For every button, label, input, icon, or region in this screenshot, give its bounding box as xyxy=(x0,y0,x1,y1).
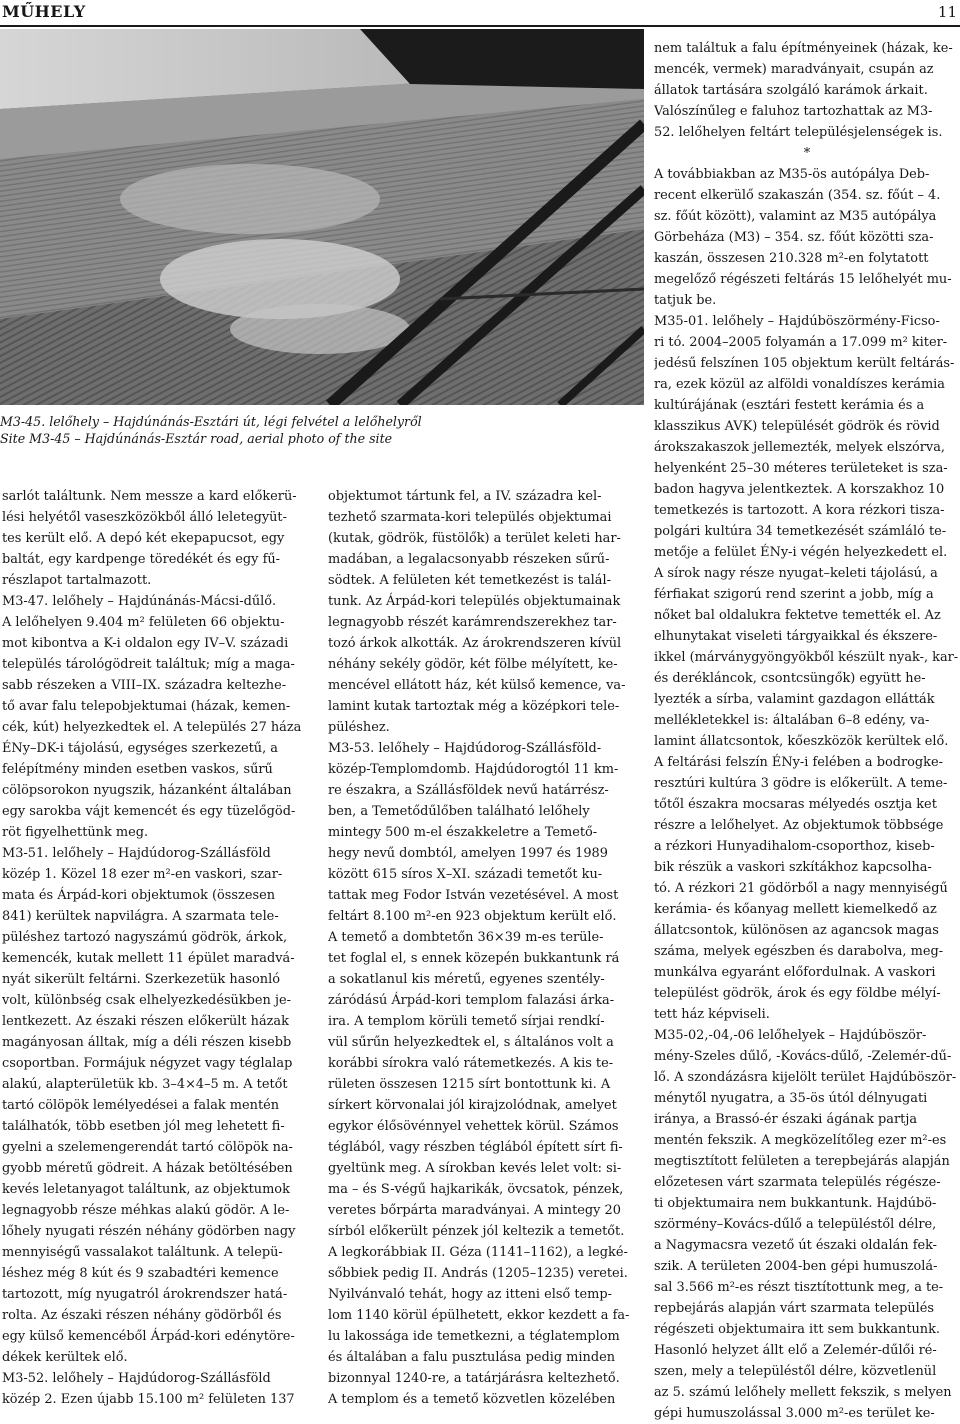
text-line: veretes bőrpárta maradványai. A mintegy 20 xyxy=(328,1203,621,1218)
caption-english: Site M3-45 – Hajdúnánás-Esztár road, aerial photo of the site xyxy=(0,431,393,446)
text-line: A legkorábbiak II. Géza (1141–1162), a legké- xyxy=(328,1245,628,1260)
text-line: re északra, a Szállásföldek nevű határrész- xyxy=(328,783,609,798)
text-line: lőhely nyugati részén néhány gödörben nagy xyxy=(2,1224,296,1239)
text-line: M3-52. lelőhely – Hajdúdorog-Szállásföld xyxy=(2,1371,271,1386)
text-column-3 xyxy=(654,38,960,1424)
aerial-photo xyxy=(0,29,644,405)
text-line: 841) kerültek napvilágra. A szarmata tele- xyxy=(2,909,279,924)
text-line: tő avar falu telepobjektumai (házak, kemen- xyxy=(2,699,291,714)
text-line: mot kibontva a K-i oldalon egy IV–V. századi xyxy=(2,636,289,651)
text-line: A továbbiakban az M35-ös autópálya Deb- xyxy=(654,167,930,182)
text-line: sírkert körvonalai jól kirajzolódnak, amelyet xyxy=(328,1098,617,1113)
text-line: gyeltünk meg. A sírokban kevés lelet volt: si- xyxy=(328,1161,622,1176)
text-line: tes került elő. A depó két ekepapucsot, egy xyxy=(2,531,285,546)
text-column-2 xyxy=(328,486,634,1410)
text-line: nyát sikerült feltárni. Szerkezetük hasonló xyxy=(2,972,280,987)
text-line: A feltárási felszín ÉNy-i felében a bodrogke- xyxy=(654,755,943,770)
text-line: röt figyelhettünk meg. xyxy=(2,825,149,840)
text-line: a Nagymacsra vezető út északi oldalán fek- xyxy=(654,1238,938,1253)
section-title: MŰHELY xyxy=(2,2,86,21)
text-line: közép 1. Közel 18 ezer m²-en vaskori, szar- xyxy=(2,867,283,882)
text-line: klasszikus AVK) települését gödrök és rövid xyxy=(654,419,940,434)
text-line: közép 2. Ezen újabb 15.100 m² felületen 137 xyxy=(2,1392,295,1407)
text-line: A temető a dombtetőn 36×39 m-es terüle- xyxy=(328,930,604,945)
text-line: ra, ezek közül az alföldi vonaldíszes kerámia xyxy=(654,377,945,392)
text-line: tattak meg Fodor István vezetésével. A most xyxy=(328,888,619,903)
text-line: szik. A területen 2004-ben gépi humuszolá- xyxy=(654,1259,938,1274)
text-line: mellékletekkel is: általában 6–8 edény, va- xyxy=(654,713,930,728)
text-line: elhunytakat viseleti tárgyaikkal és ékszere- xyxy=(654,629,938,644)
text-line: részre a lelőhelyet. Az objektumok többsége xyxy=(654,818,944,833)
text-line: iránya, a Brassó-ér északi ágának partja xyxy=(654,1112,918,1127)
text-line: jedésű felszínen 105 objektum került feltárás- xyxy=(654,356,955,371)
text-line: sírból előkerült pénzek jól keltezik a temetőt. xyxy=(328,1224,625,1239)
text-line: Hasonló helyzet állt elő a Zelemér-dűlői ré- xyxy=(654,1343,937,1358)
text-line: alakú, alapterületük kb. 3–4×4–5 m. A tetőt xyxy=(2,1077,288,1092)
text-line: megelőző régészeti feltárás 15 lelőhelyét mu- xyxy=(654,272,952,287)
text-line: gyelni a szelemengerendát tartó cölöpök na- xyxy=(2,1140,293,1155)
text-line: tet foglal el, s ennek közepén bukkantunk rá xyxy=(328,951,620,966)
text-line: sabb részeken a VIII–IX. századra keltezhe- xyxy=(2,678,287,693)
text-line: legnagyobb részét karámrendszerekhez tar- xyxy=(328,615,617,630)
text-line: száma, melyek egészben és darabolva, meg- xyxy=(654,944,944,959)
text-line: gépi humuszolással 3.000 m²-es terület ke- xyxy=(654,1406,935,1421)
text-line: tunk. Az Árpád-kori település objektumainak xyxy=(328,594,621,609)
text-line: szen, mely a településtől délre, közvetlenül xyxy=(654,1364,937,1379)
text-line: madában, a legalacsonyabb részeken sűrű- xyxy=(328,552,610,567)
text-line: mencével ellátott ház, két külső kemence, va- xyxy=(328,678,626,693)
text-line: bik részük a vaskori szkítákhoz kapcsolha- xyxy=(654,860,932,875)
text-line: lom 1140 körül épülhetett, ekkor kezdett a fa- xyxy=(328,1308,630,1323)
caption-hungarian: M3-45. lelőhely – Hajdúnánás-Esztári út, légi felvétel a lelőhelyről xyxy=(0,414,422,429)
text-line: lő. A szondázásra kijelölt terület Hajdúböször- xyxy=(654,1070,957,1085)
text-line: A lelőhelyen 9.404 m² felületen 66 objektu- xyxy=(2,615,285,630)
text-line: települést gödrök, árok és egy földbe mélyí- xyxy=(654,986,941,1001)
text-line: munkálva egyaránt előfordulnak. A vaskori xyxy=(654,965,936,980)
text-line: ÉNy–DK-i tájolású, egységes szerkezetű, a xyxy=(2,741,278,756)
text-line: M35-01. lelőhely – Hajdúböszörmény-Ficso- xyxy=(654,314,940,329)
text-line: tett ház képviseli. xyxy=(654,1007,770,1022)
text-line: sz. főút között), valamint az M35 autópálya xyxy=(654,209,937,224)
text-line: mintegy 500 m-el északkeletre a Temető- xyxy=(328,825,598,840)
text-line: volt, különbség csak elhelyezkedésükben je- xyxy=(2,993,291,1008)
page-header xyxy=(0,0,960,28)
text-line: ménytől nyugatra, a 35-ös útól délnyugati xyxy=(654,1091,928,1106)
text-line: nőket bal oldalukra fektetve temették el. Az xyxy=(654,608,941,623)
text-line: temetkezés is tartozott. A kora rézkori tisza- xyxy=(654,503,945,518)
text-line: egy külső kemencéből Árpád-kori edénytöre- xyxy=(2,1329,295,1344)
text-line: püléshez tartozó nagyszámú gödrök, árkok, xyxy=(2,930,288,945)
text-line: a rézkori Hunyadihalom-csoporthoz, kiseb- xyxy=(654,839,935,854)
text-line: mennyiségű vassalakot találtunk. A telepü- xyxy=(2,1245,283,1260)
text-line: A templom és a temető közvetlen közelében xyxy=(328,1392,616,1407)
text-line: mény-Szeles dűlő, -Kovács-dűlő, -Zelemér-dű- xyxy=(654,1049,952,1064)
text-line: léshez még 8 kút és 9 szabadtéri kemence xyxy=(2,1266,279,1281)
text-line: záródású Árpád-kori templom falazási árka- xyxy=(328,993,615,1008)
text-line: lentkezett. Az északi részen előkerült házak xyxy=(2,1014,289,1029)
text-line: néhány sekély gödör, két fölbe mélyített, ke- xyxy=(328,657,618,672)
text-line: ti objektumaira nem bukkantunk. Hajdúbö- xyxy=(654,1196,937,1211)
text-line: település tárológödreit találtuk; míg a maga- xyxy=(2,657,295,672)
header-rule xyxy=(0,25,960,27)
text-line: szörmény–Kovács-dűlő a településtől délre, xyxy=(654,1217,937,1232)
text-line: kevés leletanyagot találtunk, az objektumok xyxy=(2,1182,290,1197)
text-line: dékek kerültek elő. xyxy=(2,1350,128,1365)
text-line: kerámia- és kőanyag mellett kiemelkedő az xyxy=(654,902,937,917)
text-line: feltárt 8.100 m²-en 923 objektum került elő. xyxy=(328,909,617,924)
text-line: nem találtuk a falu építményeinek (házak, ke- xyxy=(654,41,953,56)
text-line: és derékláncok, csontcsüngők) együtt he- xyxy=(654,671,926,686)
text-line: magányosan álltak, míg a déli részen kisebb xyxy=(2,1035,292,1050)
text-line: tezhető szarmata-kori település objektumai xyxy=(328,510,612,525)
text-line: cölöpsorokon nyugszik, házanként általában xyxy=(2,783,292,798)
text-line: részlapot tartalmazott. xyxy=(2,573,152,588)
text-line: M3-51. lelőhely – Hajdúdorog-Szállásföld xyxy=(2,846,271,861)
text-line: lu lakossága ide temetkezni, a téglatemplom xyxy=(328,1329,620,1344)
text-line: resztúri kultúra 3 gödre is előkerült. A teme- xyxy=(654,776,948,791)
text-line: sarlót találtunk. Nem messze a kard előkerü- xyxy=(2,489,297,504)
text-line: lyezték a sírba, valamint gazdagon ellátták xyxy=(654,692,935,707)
text-line: mencék, vermek) maradványait, csupán az xyxy=(654,62,934,77)
text-line: tőtől északra mocsaras mélyedés osztja ket xyxy=(654,797,937,812)
text-line: közép-Templomdomb. Hajdúdorogtól 11 km- xyxy=(328,762,619,777)
text-line: sal 3.566 m²-es részt tisztítottunk meg, a te- xyxy=(654,1280,944,1295)
text-line: kultúrájának (esztári festett kerámia és a xyxy=(654,398,925,413)
text-line: badon hagyva jelentkeztek. A korszakhoz 10 xyxy=(654,482,945,497)
text-line: mata és Árpád-kori objektumok (összesen xyxy=(2,888,275,903)
text-line: férfiakat szigorú rend szerint a jobb, míg a xyxy=(654,587,934,602)
text-line: recent elkerülő szakaszán (354. sz. főút – 4. xyxy=(654,188,941,203)
text-line: ira. A templom körüli temető sírjai rendkí- xyxy=(328,1014,605,1029)
text-line: az 5. számú lelőhely mellett fekszik, s melyen xyxy=(654,1385,952,1400)
text-line: ikkel (márványgyöngyökből készült nyak-, kar- xyxy=(654,650,959,665)
text-line: rületen összesen 1215 sírt bontottunk ki. A xyxy=(328,1077,611,1092)
text-line: és általában a falu pusztulása pedig minden xyxy=(328,1350,616,1365)
text-line: árokszakaszok jellemezték, melyek elszórva, xyxy=(654,440,945,455)
text-line: sőbbiek pedig II. András (1205–1235) veretei. xyxy=(328,1266,628,1281)
text-line: Nyilvánvaló tehát, hogy az itteni első temp- xyxy=(328,1287,612,1302)
text-line: Görbeháza (M3) – 354. sz. főút közötti sza- xyxy=(654,230,934,245)
text-line: tó. A rézkori 21 gödörből a nagy mennyiségű xyxy=(654,881,948,896)
text-line: A sírok nagy része nyugat–keleti tájolású, a xyxy=(654,566,938,581)
text-line: rolta. Az északi részen néhány gödörből és xyxy=(2,1308,282,1323)
text-line: állatok tartására szolgáló karámok árkait. xyxy=(654,83,928,98)
text-line: gyobb méretű gödreit. A házak betöltésében xyxy=(2,1161,293,1176)
text-line: 52. lelőhelyen feltárt településjelenségek is. xyxy=(654,125,943,140)
text-line: lamint állatcsontok, kőeszközök kerültek elő. xyxy=(654,734,949,749)
text-line: södtek. A felületen két temetkezést is talál- xyxy=(328,573,611,588)
figure-caption xyxy=(0,413,644,447)
text-line: polgári kultúra 34 temetkezését számláló te- xyxy=(654,524,947,539)
text-line: repbejárás alapján várt szarmata település xyxy=(654,1301,935,1316)
text-line: objektumot tártunk fel, a IV. századra kel- xyxy=(328,489,602,504)
text-line: vül sűrűn helyezkedtek el, s általános volt a xyxy=(328,1035,614,1050)
text-line: Valószínűleg e faluhoz tartozhattak az M3- xyxy=(654,104,933,119)
text-line: hegy nevű dombtól, amelyen 1997 és 1989 xyxy=(328,846,608,861)
text-line: csoportban. Formájuk négyzet vagy téglalap xyxy=(2,1056,293,1071)
text-line: tozó árkok alkották. Az árokrendszeren kívül xyxy=(328,636,622,651)
text-line: tartó cölöpök lemélyedései a falak mentén xyxy=(2,1098,280,1113)
text-line: megtisztított felületen a terepbejárás alapján xyxy=(654,1154,950,1169)
text-line: tartozott, míg nyugatról árokrendszer hatá- xyxy=(2,1287,288,1302)
text-line: cék, kút) helyezkedtek el. A település 27 háza xyxy=(2,720,302,735)
text-line: ma – és S-végű hajkarikák, övcsatok, pénzek, xyxy=(328,1182,624,1197)
text-line: tatjuk be. xyxy=(654,293,717,308)
text-line: felépítmény minden esetben vaskos, sűrű xyxy=(2,762,273,777)
text-line: régészeti objektumaira itt sem bukkantunk. xyxy=(654,1322,941,1337)
text-line: metője a felület ÉNy-i végén helyezkedett el. xyxy=(654,545,948,560)
aerial-photo-image xyxy=(0,29,644,405)
text-line: között 615 síros X–XI. századi temetőt ku- xyxy=(328,867,603,882)
text-line: M35-02,-04,-06 lelőhelyek – Hajdúböször- xyxy=(654,1028,927,1043)
text-line: a sokatlanul kis méretű, egyenes szentély- xyxy=(328,972,605,987)
text-line: állatcsontok, különösen az agancsok magas xyxy=(654,923,939,938)
text-line: előzetesen várt szarmata település régésze- xyxy=(654,1175,941,1190)
text-line: * xyxy=(803,146,811,161)
text-line: helyenként 25–30 méteres területeket is sza- xyxy=(654,461,948,476)
text-line: ri tó. 2004–2005 folyamán a 17.099 m² kiter- xyxy=(654,335,948,350)
text-line: bizonnyal 1240-re, a tatárjárásra keltezhető. xyxy=(328,1371,620,1386)
text-line: lési helyétől vaseszközökből álló leletegyüt- xyxy=(2,510,287,525)
text-line: egy sarokba vájt kemencét és egy tüzelőgöd- xyxy=(2,804,296,819)
text-line: korábbi sírokra való rátemetkezés. A kis te- xyxy=(328,1056,614,1071)
text-line: ben, a Temetődűlőben található lelőhely xyxy=(328,804,590,819)
text-line: kaszán, összesen 210.328 m²-en folytatott xyxy=(654,251,929,266)
text-line: találhatók, több esetben jól meg lehetett fi- xyxy=(2,1119,285,1134)
text-column-1 xyxy=(2,486,308,1410)
text-line: püléshez. xyxy=(328,720,390,735)
text-line: lamint kutak tartoztak még a középkori tele- xyxy=(328,699,620,714)
text-line: baltát, egy kardpenge töredékét és egy fű- xyxy=(2,552,280,567)
text-line: mentén fekszik. A megközelítőleg ezer m²-es xyxy=(654,1133,947,1148)
text-line: legnagyobb része méhkas alakú gödör. A le- xyxy=(2,1203,290,1218)
page-number: 11 xyxy=(937,3,957,21)
text-line: (kutak, gödrök, füstölők) a terület keleti har- xyxy=(328,531,621,546)
text-line: M3-47. lelőhely – Hajdúnánás-Mácsi-dűlő. xyxy=(2,594,277,609)
text-line: kemencék, kutak mellett 11 épület maradvá- xyxy=(2,951,295,966)
text-line: téglából, vagy részben téglából épített sírt fi- xyxy=(328,1140,623,1155)
text-line: egykor élősövénnyel vehettek körül. Számos xyxy=(328,1119,619,1134)
text-line: M3-53. lelőhely – Hajdúdorog-Szállásföld- xyxy=(328,741,602,756)
